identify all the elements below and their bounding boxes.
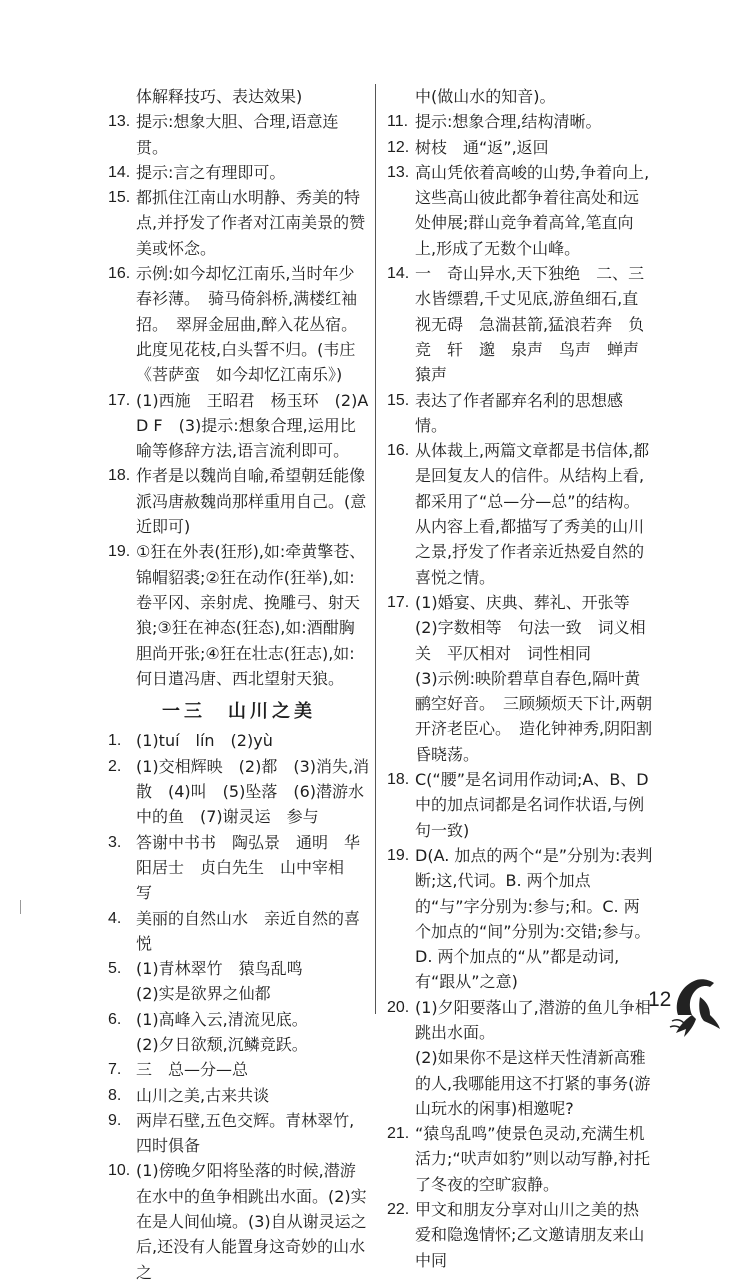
- item-text: 提示:想象合理,结构清晰。: [415, 112, 602, 132]
- item-number: 12.: [387, 138, 410, 156]
- answer-item: [108, 539, 370, 691]
- continuation-text: (2)字数相等 句法一致 词义相关 平仄相对 词性相同: [415, 618, 646, 663]
- answer-item: [387, 438, 653, 590]
- item-text: 作者是以魏尚自喻,希望朝廷能像派冯唐赦魏尚那样重用自己。(意近即可): [136, 466, 367, 537]
- item-number: 18.: [387, 771, 410, 789]
- margin-mark: [20, 900, 21, 914]
- item-number: 3.: [108, 833, 122, 851]
- item-text: (1)高峰入云,清流见底。: [136, 1009, 308, 1029]
- item-number: 17.: [108, 391, 131, 409]
- item-number: 13.: [387, 163, 410, 181]
- item-text: 从体裁上,两篇文章都是书信体,都是回复友人的信件。从结构上看,都采用了“总—分—总”的结构。从内容上看,都描写了秀美的山川之景,抒发了作者亲近热爱自然的喜悦之情。: [415, 441, 650, 587]
- answer-item: [387, 388, 653, 439]
- item-number: 15.: [108, 189, 131, 207]
- answer-item: [387, 995, 653, 1046]
- item-number: 16.: [108, 265, 131, 283]
- item-number: 2.: [108, 757, 122, 775]
- answer-item: [387, 1121, 653, 1197]
- item-text: 提示:言之有理即可。: [136, 162, 286, 182]
- item-text: 表达了作者鄙弃名利的思想感情。: [415, 390, 624, 435]
- item-number: 19.: [108, 543, 131, 561]
- item-number: 15.: [387, 391, 410, 409]
- answer-item: [108, 1108, 370, 1159]
- answer-item: [387, 135, 653, 160]
- right-column: [387, 84, 661, 1273]
- answer-item: [108, 388, 370, 464]
- item-number: 8.: [108, 1086, 122, 1104]
- item-text: (1)青林翠竹 猿鸟乱鸣: [136, 959, 303, 979]
- continuation-text: 体解释技巧、表达效果): [136, 87, 303, 106]
- item-number: 21.: [387, 1125, 410, 1143]
- continuation-text: 中(做山水的知音)。: [415, 87, 556, 106]
- item-number: 9.: [108, 1111, 122, 1129]
- item-number: 4.: [108, 909, 122, 927]
- item-number: 20.: [387, 998, 410, 1016]
- item-text: 两岸石壁,五色交辉。青林翠竹,四时俱备: [136, 1110, 355, 1156]
- item-number: 16.: [387, 442, 410, 460]
- answer-item: [387, 1197, 653, 1273]
- item-text: (1)夕阳要落山了,潜游的鱼儿争相跳出水面。: [415, 997, 651, 1042]
- item-number: 13.: [108, 113, 131, 131]
- item-text: 山川之美,古来共谈: [136, 1085, 270, 1105]
- column-divider: [375, 84, 376, 1014]
- item-text: 三 总—分—总: [136, 1060, 249, 1080]
- answer-item: [108, 754, 370, 830]
- item-text: 提示:想象大胆、合理,语意连贯。: [136, 112, 339, 157]
- answer-item: [387, 261, 661, 387]
- answer-item: [108, 728, 370, 753]
- continuation-text: (3)示例:映阶碧草自春色,隔叶黄鹂空好音。 三顾频烦天下计,两朝开济老臣心。 造化钟神秀,阴阳割昏晓荡。: [415, 668, 653, 764]
- answer-item: [108, 1083, 370, 1108]
- answer-item: [387, 767, 653, 843]
- answer-item: [387, 109, 653, 134]
- item-text: 都抓住江南山水明静、秀美的特点,并抒发了作者对江南美景的赞美或怀念。: [136, 188, 366, 258]
- continuation-text: (2)实是欲界之仙都: [136, 984, 271, 1004]
- item-text: (1)tuí lín (2)yù: [136, 731, 273, 751]
- item-text: “猿鸟乱鸣”使景色灵动,充满生机活力;“吠声如豹”则以动写静,衬托了冬夜的空旷寂静。: [415, 1124, 651, 1194]
- item-number: 14.: [387, 265, 410, 283]
- item-number: 22.: [387, 1201, 410, 1219]
- answer-item: [108, 185, 370, 261]
- item-text: 示例:如今却忆江南乐,当时年少春衫薄。 骑马倚斜桥,满楼红袖招。 翠屏金屈曲,醉入花丛宿。此度见花枝,白头誓不归。(韦庄《菩萨蛮 如今却忆江南乐》): [136, 264, 358, 385]
- answer-item: [387, 160, 653, 261]
- answer-item: [387, 843, 653, 995]
- answer-item: [108, 956, 370, 981]
- item-text: C(“腰”是名词用作动词;A、B、D中的加点词都是名词作状语,与例句一致): [415, 770, 649, 840]
- item-text: (1)傍晚夕阳将坠落的时候,潜游在水中的鱼争相跳出水面。(2)实在是人间仙境。(3)自从谢灵运之后,还没有人能置身这奇妙的山水之: [136, 1161, 367, 1282]
- answer-item: [108, 261, 370, 387]
- item-number: 17.: [387, 593, 410, 611]
- continuation-text: (2)夕日欲颓,沉鳞竞跃。: [136, 1034, 308, 1054]
- item-number: 1.: [108, 732, 122, 750]
- item-text: (1)西施 王昭君 杨玉环 (2)A D F (3)提示:想象合理,运用比喻等修辞方法,语言流利即可。: [136, 390, 369, 461]
- item-number: 6.: [108, 1010, 122, 1028]
- item-text: 甲文和朋友分享对山川之美的热爱和隐逸情怀;乙文邀请朋友来山中同: [415, 1200, 645, 1270]
- item-number: 19.: [387, 846, 410, 864]
- item-text: 高山凭依着高峻的山势,争着向上,这些高山彼此都争着往高处和远处伸展;群山竞争着高耸,笔直向上,形成了无数个山峰。: [415, 162, 650, 258]
- item-text: (1)交相辉映 (2)都 (3)消失,消散 (4)叫 (5)坠落 (6)潜游水中的鱼 (7)谢灵运 参与: [136, 756, 370, 827]
- item-text: 美丽的自然山水 亲近自然的喜悦: [136, 908, 361, 953]
- continuation-text: (2)如果你不是这样天性清新高雅的人,我哪能用这不打紧的事务(游山玩水的闲事)相邀呢?: [415, 1048, 651, 1118]
- answer-item: [108, 160, 370, 185]
- item-number: 14.: [108, 163, 131, 181]
- page-number: 12: [648, 988, 672, 1011]
- answer-item: [108, 109, 370, 160]
- answer-item: [108, 906, 370, 957]
- item-text: 答谢中书书 陶弘景 通明 华阳居士 贞白先生 山中宰相 写: [136, 832, 361, 903]
- answer-item: [387, 590, 653, 615]
- item-number: 11.: [387, 113, 409, 131]
- answer-item: [108, 1158, 370, 1284]
- dolphin-logo-icon: [670, 975, 722, 1041]
- item-number: 10.: [108, 1162, 131, 1180]
- item-number: 5.: [108, 960, 122, 978]
- item-text: D(A. 加点的两个“是”分别为:表判断;这,代词。B. 两个加点的“与”字分别为:参与;和。C. 两个加点的“间”分别为:交错;参与。D. 两个加点的“从”都是动词,有“跟从”之意): [415, 845, 653, 992]
- item-text: (1)婚宴、庆典、葬礼、开张等: [415, 592, 630, 612]
- answer-item: [108, 463, 370, 539]
- item-text: 一 奇山异水,天下独绝 二、三 水皆缥碧,千丈见底,游鱼细石,直视无碍 急湍甚箭,猛浪若奔 负 竞 轩 邈 泉声 鸟声 蝉声 猿声: [415, 264, 661, 385]
- item-text: ①狂在外表(狂形),如:牵黄擎苍、锦帽貂裘;②狂在动作(狂举),如:卷平冈、亲射虎、挽雕弓、射天狼;③狂在神态(狂态),如:酒酣胸胆尚开张;④狂在壮志(狂志),如:何日遣冯唐、西北望射天狼。: [136, 542, 366, 688]
- answer-item: [108, 1057, 370, 1082]
- answer-item: [108, 1007, 370, 1032]
- section-title: 一三 山川之美: [162, 701, 316, 723]
- answer-item: [108, 830, 370, 906]
- left-column: [108, 84, 370, 1285]
- item-number: 7.: [108, 1061, 122, 1079]
- item-text: 树枝 通“返”,返回: [415, 137, 549, 157]
- item-number: 18.: [108, 467, 131, 485]
